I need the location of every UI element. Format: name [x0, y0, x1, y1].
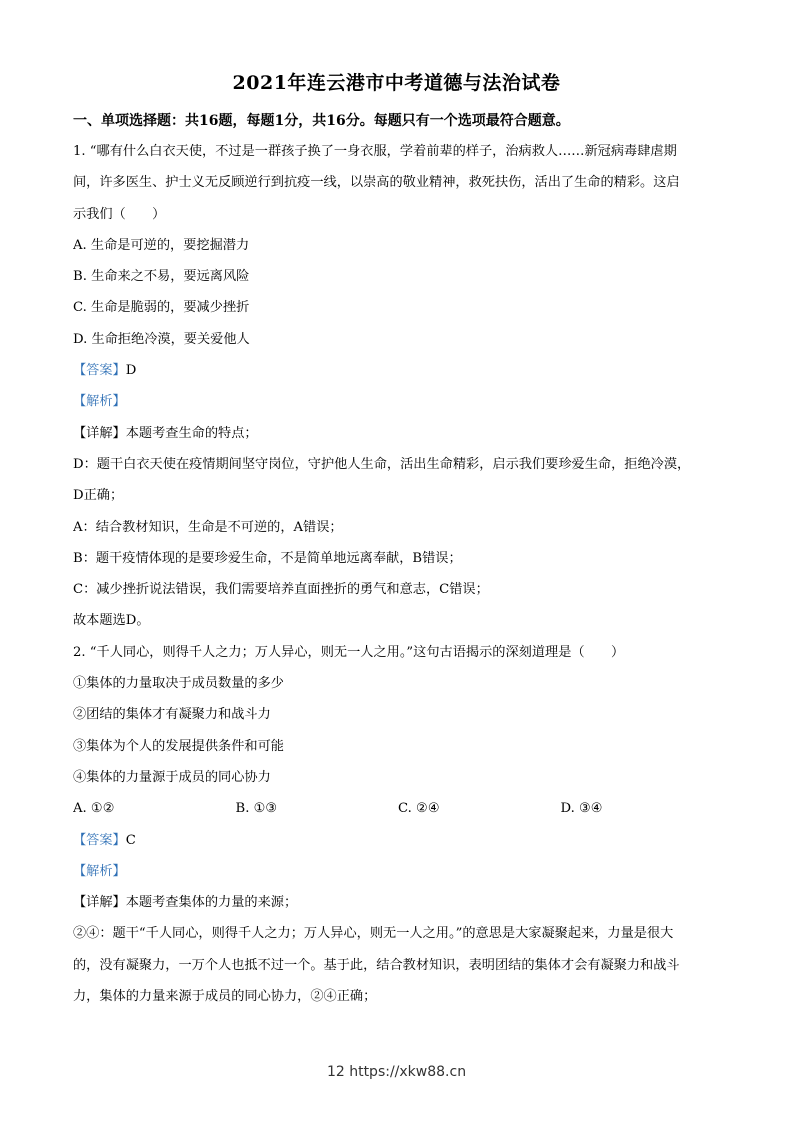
q1-detail-line: D正确； [73, 488, 124, 504]
q2-statement: ④集体的力量源于成员的同心协力 [73, 769, 271, 785]
q1-option-c: C. 生命是脆弱的，要减少挫折 [73, 300, 250, 316]
q2-detail-line: 力，集体的力量来源于成员的同心协力，②④正确； [73, 989, 377, 1005]
q2-option-b: B. ①③ [235, 801, 278, 817]
content-body [73, 136, 723, 1012]
q1-option-d: D. 生命拒绝冷漠，要关爱他人 [73, 331, 250, 347]
q2-detail-line: 的，没有凝聚力，一万个人也抵不过一个。基于此，结合教材知识，表明团结的集体才会有凝聚力和战斗 [73, 957, 680, 973]
q1-detail-line: A：结合教材知识，生命是不可逆的，A错误； [73, 519, 343, 535]
q2-statement: ①集体的力量取决于成员数量的多少 [73, 676, 284, 692]
q2-option-c: C. ②④ [398, 801, 440, 817]
q2-analysis [73, 856, 723, 887]
analysis-label: 【解析】 [73, 863, 126, 879]
q1-detail-line: 【详解】本题考查生命的特点； [73, 425, 258, 441]
q1-detail-line: B：题干疫情体现的是要珍爱生命，不是简单地远离奉献，B错误； [73, 550, 462, 566]
q2-statement: ③集体为个人的发展提供条件和可能 [73, 738, 284, 754]
q1-detail-line: 故本题选D。 [73, 613, 150, 629]
q2-options [73, 793, 723, 824]
q1-answer [73, 355, 723, 386]
page-footer: 12 https://xkw88.cn [326, 1064, 467, 1080]
analysis-label: 【解析】 [73, 394, 126, 410]
answer-label: 【答案】 [73, 832, 126, 848]
q2-answer [73, 825, 723, 856]
answer-label: 【答案】 [73, 363, 126, 379]
q1-option-b: B. 生命来之不易，要远离风险 [73, 269, 250, 285]
q2-detail-line: 【详解】本题考查集体的力量的来源； [73, 895, 298, 911]
q1-detail-line: D：题干白衣天使在疫情期间坚守岗位，守护他人生命，活出生命精彩，启示我们要珍爱生命，拒绝冷漠， [73, 456, 691, 472]
q2-statement: ②团结的集体才有凝聚力和战斗力 [73, 707, 271, 723]
q1-stem-line: 1. “哪有什么白衣天使，不过是一群孩子换了一身衣服，学着前辈的样子，治病救人……新冠病毒肆虐期 [73, 144, 677, 159]
q2-stem: 2. “千人同心，则得千人之力；万人异心，则无一人之用。”这句古语揭示的深刻道理是（ ） [73, 644, 625, 660]
q1-detail-line: C：减少挫折说法错误，我们需要培养直面挫折的勇气和意志，C错误； [73, 582, 489, 598]
q2-option-d: D. ③④ [560, 801, 603, 817]
section-heading: 一、单项选择题：共16题，每题1分，共16分。每题只有一个选项最符合题意。 [73, 113, 570, 129]
q1-stem-line: 间，许多医生、护士义无反顾逆行到抗疫一线，以崇高的敬业精神，救死扶伤，活出了生命的精彩。这启 [73, 175, 680, 191]
q1-option-a: A. 生命是可逆的，要挖掘潜力 [73, 237, 250, 253]
page-title: 2021年连云港市中考道德与法治试卷 [232, 72, 561, 94]
q2-detail-line: ②④：题干“千人同心，则得千人之力；万人异心，则无一人之用。”的意思是大家凝聚起来，力量是很大 [73, 926, 674, 942]
answer-value: D [125, 363, 137, 379]
answer-value: C [125, 832, 136, 848]
q2-option-a: A. ①② [73, 801, 115, 817]
q1-analysis [73, 386, 723, 417]
q1-stem-line: 示我们（ ） [73, 206, 166, 222]
